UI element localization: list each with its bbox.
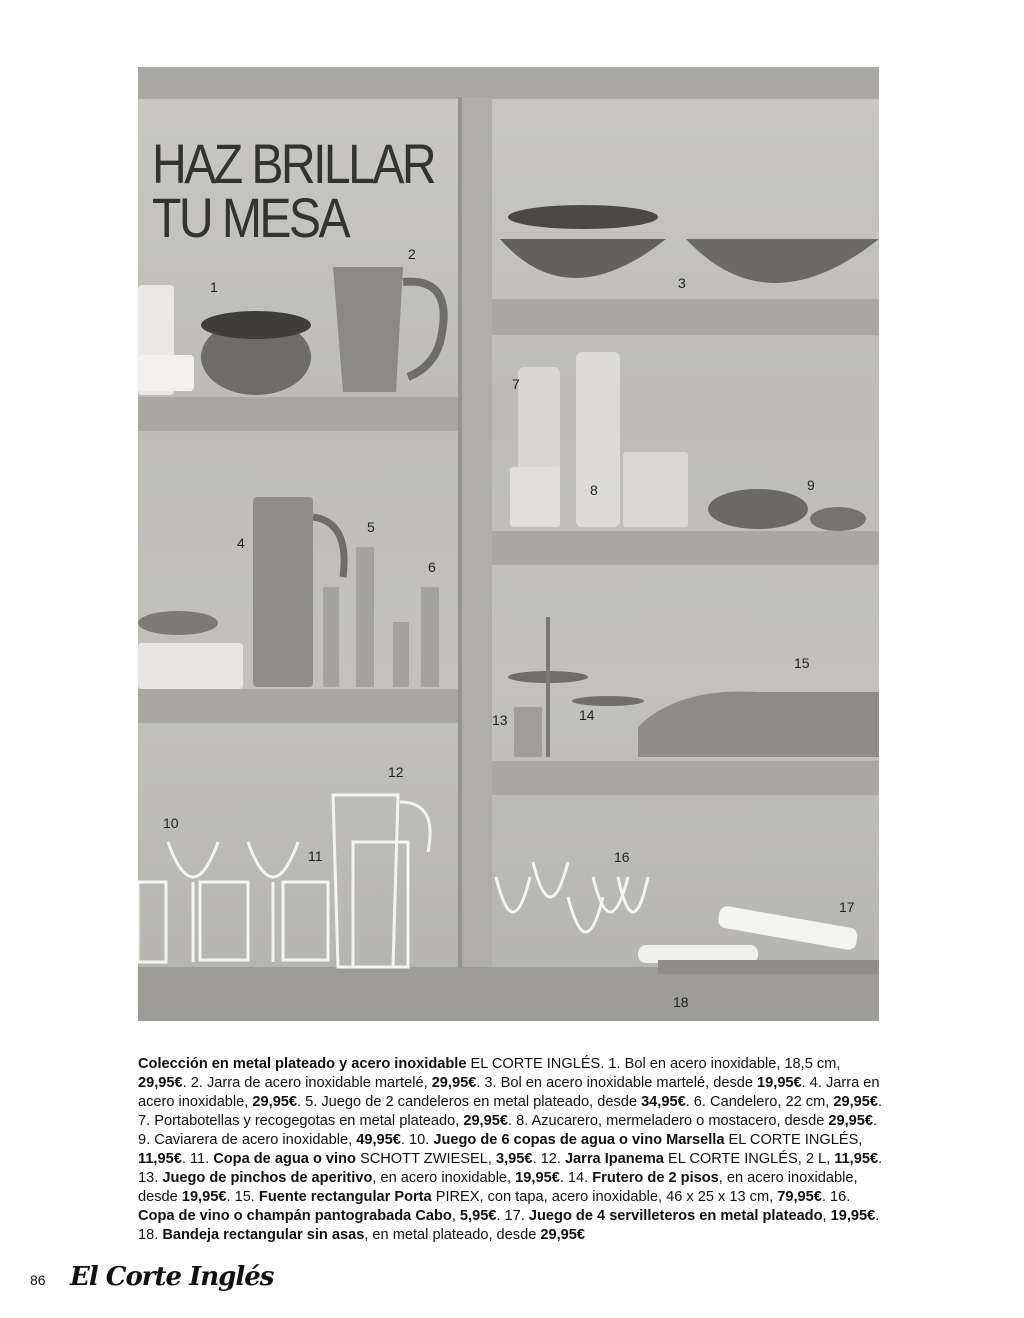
caption-text: . 2. Jarra de acero inoxidable martelé,	[182, 1074, 432, 1091]
caption-text: . 5. Juego de 2 candeleros en metal plateado, desde	[297, 1093, 642, 1110]
caption-text: . 8. Azucarero, mermeladero o mostacero, desde	[507, 1112, 829, 1129]
caption-product-name: Juego de 6 copas de agua o vino Marsella	[433, 1131, 725, 1148]
bowl-3b	[686, 239, 879, 283]
caption-price: 29,95€	[540, 1226, 586, 1243]
caption-text: , en acero inoxidable,	[372, 1169, 516, 1186]
shelf-right-2	[492, 531, 879, 565]
caption-text: . 15.	[226, 1188, 259, 1205]
caption-product-name: Copa de agua o vino	[213, 1150, 356, 1167]
bowl-3a	[500, 239, 666, 278]
shelf-post	[458, 97, 492, 997]
brand-logo: El Corte Inglés	[70, 1262, 274, 1292]
caption-text: . 17.	[496, 1207, 529, 1224]
item-number-15: 15	[794, 655, 810, 671]
item-number-14: 14	[579, 707, 595, 723]
caption-product-name: Bandeja rectangular sin asas	[162, 1226, 365, 1243]
item-number-10: 10	[163, 815, 179, 831]
skewer-set-13	[514, 707, 542, 757]
caption-price: 5,95€	[459, 1207, 497, 1224]
item-number-2: 2	[408, 246, 416, 262]
pitcher-12	[333, 795, 430, 967]
caption-text: EL CORTE INGLÉS, 2 L,	[663, 1150, 835, 1167]
caption-text: . 9. Caviarera de acero inoxidable,	[138, 1112, 878, 1148]
item-number-4: 4	[237, 535, 245, 551]
caption-text: EL CORTE INGLÉS,	[724, 1131, 863, 1148]
shelf-left-2	[138, 689, 458, 723]
headline-line-2: TU MESA	[152, 186, 349, 249]
caption-text: EL CORTE INGLÉS. 1. Bol en acero inoxidable, 18,5 cm,	[466, 1055, 841, 1072]
item-number-16: 16	[614, 849, 630, 865]
caption-product-name: Frutero de 2 pisos	[592, 1169, 719, 1186]
product-photo	[138, 67, 879, 1021]
caption-price: 19,95€	[515, 1169, 560, 1186]
caption-text: . 6. Candelero, 22 cm,	[685, 1093, 834, 1110]
item-number-3: 3	[678, 275, 686, 291]
caviar-dish-9	[708, 489, 808, 529]
plates-stack	[138, 285, 194, 395]
napkin-rings-17	[638, 905, 859, 963]
item-number-11: 11	[308, 848, 323, 864]
item-number-12: 12	[388, 764, 404, 780]
caption-collection-title: Colección en metal plateado y acero inoxidable	[138, 1055, 467, 1072]
item-number-6: 6	[428, 559, 436, 575]
jars-8	[623, 452, 688, 527]
item-number-8: 8	[590, 482, 598, 498]
tray-18	[658, 960, 879, 974]
caption-text: . 18.	[138, 1207, 880, 1243]
serving-dish-15	[638, 691, 879, 757]
caption-text: . 7. Portabotellas y recogegotas en metal plateado,	[138, 1093, 883, 1129]
shelf-left-1	[138, 397, 458, 431]
top-beam	[138, 67, 879, 99]
item-number-5: 5	[367, 519, 375, 535]
caption-price: 29,95€	[252, 1093, 298, 1110]
glasses-16	[496, 862, 648, 932]
caption-price: 79,95€	[777, 1188, 822, 1205]
caption-text: . 14.	[559, 1169, 593, 1186]
jug-4	[253, 497, 313, 687]
caption-price: 29,95€	[828, 1112, 874, 1129]
caption-price: 19,95€	[830, 1207, 876, 1224]
caption-text: SCHOTT ZWIESEL,	[355, 1150, 496, 1167]
caption-text: . 12.	[532, 1150, 565, 1167]
item-number-18: 18	[673, 994, 689, 1010]
caption-text: ,	[451, 1207, 460, 1224]
caption-text: ,	[822, 1207, 831, 1224]
page-number: 86	[30, 1272, 46, 1288]
caption-price: 19,95€	[757, 1074, 802, 1091]
caption-price: 34,95€	[641, 1093, 686, 1110]
glasses-10	[138, 842, 298, 962]
caption-text: . 13.	[138, 1150, 883, 1186]
item-number-9: 9	[807, 477, 815, 493]
candleholder-6	[421, 587, 439, 687]
headline	[152, 132, 435, 249]
caption-price: 29,95€	[431, 1074, 477, 1091]
item-number-7: 7	[512, 376, 520, 392]
caption-text: PIREX, con tapa, acero inoxidable, 46 x 25 x 13 cm,	[431, 1188, 778, 1205]
caption-text: , en acero inoxidable, desde	[138, 1169, 858, 1205]
item-number-1: 1	[210, 279, 218, 295]
caption-price: 19,95€	[181, 1188, 227, 1205]
caption-product-name: Fuente rectangular Porta	[258, 1188, 432, 1205]
caption-price: 29,95€	[833, 1093, 878, 1110]
pitcher-2	[333, 267, 403, 392]
caption-text: . 11.	[181, 1150, 214, 1167]
caption-text: . 4. Jarra en acero inoxidable,	[138, 1074, 880, 1110]
caption-price: 49,95€	[356, 1131, 401, 1148]
item-number-17: 17	[839, 899, 855, 915]
shelf-right-1	[492, 299, 879, 335]
caption-text: . 10.	[400, 1131, 434, 1148]
caption-price: 11,95€	[834, 1150, 879, 1167]
item-number-13: 13	[492, 712, 508, 728]
caption-product-name: Juego de 4 servilleteros en metal plateado	[528, 1207, 823, 1224]
caption-text: , en metal plateado, desde	[364, 1226, 541, 1243]
product-caption	[138, 1055, 883, 1245]
caption-price: 29,95€	[138, 1074, 183, 1091]
caption-product-name: Juego de pinchos de aperitivo	[162, 1169, 373, 1186]
shelf-right-3	[492, 761, 879, 795]
caption-text: . 16.	[821, 1188, 851, 1205]
caption-product-name: Copa de vino o champán pantograbada Cabo	[138, 1207, 452, 1224]
shelf-bottom	[138, 967, 879, 1021]
caption-product-name: Jarra Ipanema	[564, 1150, 664, 1167]
caption-price: 11,95€	[138, 1150, 182, 1167]
caption-price: 29,95€	[463, 1112, 508, 1129]
caption-price: 3,95€	[495, 1150, 533, 1167]
caption-text: . 3. Bol en acero inoxidable martelé, desde	[476, 1074, 758, 1091]
headline-line-1: HAZ BRILLAR	[152, 132, 435, 195]
glasses-11	[200, 882, 328, 960]
candleholder-5	[356, 547, 374, 687]
